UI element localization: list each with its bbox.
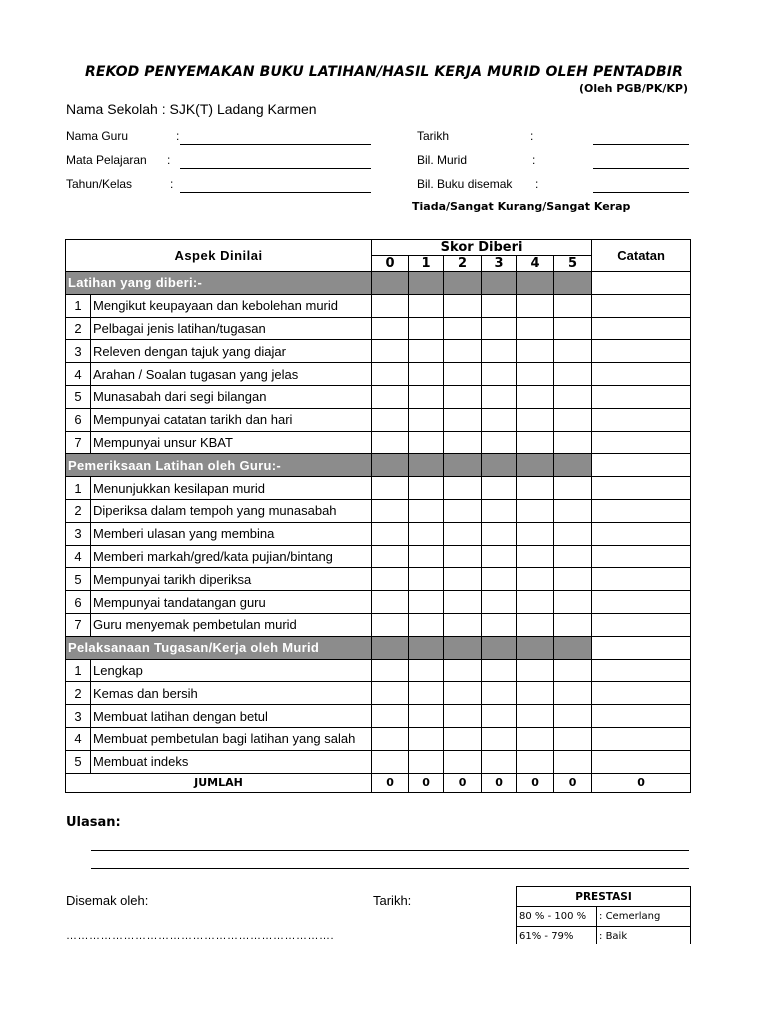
tarikh-field[interactable] (593, 144, 689, 145)
catatan-cell[interactable] (592, 385, 691, 408)
score-cell-0[interactable] (372, 568, 409, 591)
section-score-cell (482, 454, 517, 477)
score-cell-3[interactable] (482, 522, 517, 545)
score-cell-0[interactable] (372, 363, 409, 386)
total-score-3: 0 (482, 773, 517, 792)
score-cell-3[interactable] (482, 591, 517, 614)
catatan-cell[interactable] (592, 545, 691, 568)
section-catatan-cell (592, 636, 691, 659)
mata-pelajaran-field[interactable] (180, 168, 371, 169)
score-cell-2[interactable] (444, 545, 482, 568)
scale-note: Tiada/Sangat Kurang/Sangat Kerap (412, 200, 631, 213)
catatan-cell[interactable] (592, 591, 691, 614)
catatan-cell[interactable] (592, 408, 691, 431)
score-cell-5[interactable] (554, 727, 592, 750)
skor-header: Skor Diberi (372, 240, 592, 256)
prestasi-range: 80 % - 100 % (517, 907, 597, 927)
score-cell-2[interactable] (444, 705, 482, 728)
item-text: Mengikut keupayaan dan kebolehan murid (91, 294, 372, 317)
item-number: 2 (66, 682, 91, 705)
score-cell-3[interactable] (482, 477, 517, 500)
score-cell-0[interactable] (372, 431, 409, 454)
item-number: 2 (66, 317, 91, 340)
table-row (66, 294, 691, 317)
table-row (66, 613, 691, 636)
item-number: 7 (66, 613, 91, 636)
section-score-cell (409, 272, 444, 295)
score-cell-0[interactable] (372, 613, 409, 636)
score-cell-4[interactable] (517, 545, 554, 568)
score-cell-4[interactable] (517, 750, 554, 773)
section-catatan-cell (592, 454, 691, 477)
catatan-cell[interactable] (592, 363, 691, 386)
score-cell-1[interactable] (409, 499, 444, 522)
score-cell-4[interactable] (517, 568, 554, 591)
table-row (66, 727, 691, 750)
score-cell-0[interactable] (372, 727, 409, 750)
item-number: 5 (66, 568, 91, 591)
score-cell-1[interactable] (409, 591, 444, 614)
score-cell-3[interactable] (482, 545, 517, 568)
score-cell-1[interactable] (409, 727, 444, 750)
item-text: Kemas dan bersih (91, 682, 372, 705)
table-row (66, 545, 691, 568)
catatan-cell[interactable] (592, 499, 691, 522)
score-cell-2[interactable] (444, 363, 482, 386)
score-cell-2[interactable] (444, 682, 482, 705)
bil-buku-field[interactable] (593, 192, 689, 193)
catatan-cell[interactable] (592, 477, 691, 500)
catatan-cell[interactable] (592, 568, 691, 591)
section-score-cell (554, 272, 592, 295)
field-label-tahun-kelas: Tahun/Kelas (66, 177, 133, 191)
score-cell-0[interactable] (372, 317, 409, 340)
score-cell-1[interactable] (409, 408, 444, 431)
score-cell-3[interactable] (482, 385, 517, 408)
score-cell-4[interactable] (517, 499, 554, 522)
catatan-cell[interactable] (592, 659, 691, 682)
item-number: 3 (66, 340, 91, 363)
section-row (66, 454, 691, 477)
table-row (66, 522, 691, 545)
score-cell-5[interactable] (554, 705, 592, 728)
score-cell-5[interactable] (554, 522, 592, 545)
score-cell-5[interactable] (554, 477, 592, 500)
score-cell-5[interactable] (554, 317, 592, 340)
total-score-4: 0 (517, 773, 554, 792)
table-row (66, 317, 691, 340)
item-text: Guru menyemak pembetulan murid (91, 613, 372, 636)
item-number: 3 (66, 705, 91, 728)
score-cell-0[interactable] (372, 294, 409, 317)
score-cell-0[interactable] (372, 385, 409, 408)
section-title: Pelaksanaan Tugasan/Kerja oleh Murid (66, 636, 372, 659)
score-cell-1[interactable] (409, 750, 444, 773)
score-cell-4[interactable] (517, 613, 554, 636)
table-row (66, 340, 691, 363)
score-cell-5[interactable] (554, 431, 592, 454)
score-cell-1[interactable] (409, 431, 444, 454)
item-number: 1 (66, 659, 91, 682)
table-row (66, 568, 691, 591)
score-cell-2[interactable] (444, 294, 482, 317)
field-colon: : (176, 129, 180, 143)
catatan-cell[interactable] (592, 727, 691, 750)
item-number: 4 (66, 363, 91, 386)
tahun-kelas-field[interactable] (180, 192, 371, 193)
item-number: 7 (66, 431, 91, 454)
table-row (66, 431, 691, 454)
score-cell-0[interactable] (372, 545, 409, 568)
total-score-2: 0 (444, 773, 482, 792)
page-cut (0, 944, 768, 1024)
table-row (66, 477, 691, 500)
score-header-3: 3 (482, 256, 517, 272)
field-label-mata-pelajaran: Mata Pelajaran (66, 153, 147, 167)
score-cell-1[interactable] (409, 705, 444, 728)
prestasi-grade: : Baik (597, 927, 691, 947)
ulasan-line-2[interactable] (91, 868, 689, 869)
item-text: Mempunyai catatan tarikh dan hari (91, 408, 372, 431)
table-row (66, 499, 691, 522)
score-cell-2[interactable] (444, 591, 482, 614)
score-cell-5[interactable] (554, 545, 592, 568)
score-cell-4[interactable] (517, 340, 554, 363)
item-number: 3 (66, 522, 91, 545)
score-cell-5[interactable] (554, 499, 592, 522)
total-row (66, 773, 691, 792)
score-cell-3[interactable] (482, 705, 517, 728)
score-cell-2[interactable] (444, 431, 482, 454)
score-cell-3[interactable] (482, 499, 517, 522)
total-catatan: 0 (592, 773, 691, 792)
score-cell-5[interactable] (554, 363, 592, 386)
score-cell-2[interactable] (444, 568, 482, 591)
score-cell-1[interactable] (409, 385, 444, 408)
score-cell-4[interactable] (517, 431, 554, 454)
score-cell-1[interactable] (409, 522, 444, 545)
section-score-cell (482, 636, 517, 659)
field-colon: : (167, 153, 171, 167)
score-cell-4[interactable] (517, 408, 554, 431)
score-cell-2[interactable] (444, 408, 482, 431)
score-cell-0[interactable] (372, 682, 409, 705)
score-cell-5[interactable] (554, 385, 592, 408)
score-cell-1[interactable] (409, 477, 444, 500)
score-cell-3[interactable] (482, 682, 517, 705)
score-header-4: 4 (517, 256, 554, 272)
item-number: 4 (66, 727, 91, 750)
form-subtitle: (Oleh PGB/PK/KP) (579, 82, 688, 95)
score-cell-1[interactable] (409, 659, 444, 682)
score-header-5: 5 (554, 256, 592, 272)
item-text: Munasabah dari segi bilangan (91, 385, 372, 408)
score-cell-2[interactable] (444, 340, 482, 363)
item-text: Memberi ulasan yang membina (91, 522, 372, 545)
score-cell-4[interactable] (517, 317, 554, 340)
score-cell-2[interactable] (444, 613, 482, 636)
field-colon: : (532, 153, 536, 167)
item-number: 4 (66, 545, 91, 568)
item-number: 1 (66, 294, 91, 317)
item-text: Lengkap (91, 659, 372, 682)
score-cell-5[interactable] (554, 408, 592, 431)
score-cell-0[interactable] (372, 340, 409, 363)
item-number: 6 (66, 408, 91, 431)
section-score-cell (517, 636, 554, 659)
section-score-cell (372, 636, 409, 659)
section-score-cell (409, 454, 444, 477)
total-label: JUMLAH (66, 773, 372, 792)
score-cell-1[interactable] (409, 682, 444, 705)
score-cell-4[interactable] (517, 659, 554, 682)
item-number: 5 (66, 385, 91, 408)
score-cell-5[interactable] (554, 750, 592, 773)
catatan-cell[interactable] (592, 294, 691, 317)
item-text: Membuat pembetulan bagi latihan yang salah (91, 727, 372, 750)
score-cell-1[interactable] (409, 568, 444, 591)
field-colon: : (530, 129, 534, 143)
item-text: Pelbagai jenis latihan/tugasan (91, 317, 372, 340)
item-number: 6 (66, 591, 91, 614)
item-text: Mempunyai tandatangan guru (91, 591, 372, 614)
table-row (66, 408, 691, 431)
catatan-cell[interactable] (592, 340, 691, 363)
item-text: Menunjukkan kesilapan murid (91, 477, 372, 500)
score-cell-3[interactable] (482, 568, 517, 591)
ulasan-label: Ulasan: (66, 815, 121, 830)
section-score-cell (554, 636, 592, 659)
section-title: Latihan yang diberi:- (66, 272, 372, 295)
score-cell-3[interactable] (482, 317, 517, 340)
table-row (66, 750, 691, 773)
section-score-cell (444, 636, 482, 659)
section-score-cell (409, 636, 444, 659)
score-cell-5[interactable] (554, 613, 592, 636)
score-cell-1[interactable] (409, 363, 444, 386)
score-cell-1[interactable] (409, 613, 444, 636)
prestasi-title: PRESTASI (517, 887, 691, 907)
prestasi-range: 61% - 79% (517, 927, 597, 947)
catatan-cell[interactable] (592, 705, 691, 728)
score-cell-2[interactable] (444, 385, 482, 408)
item-text: Mempunyai tarikh diperiksa (91, 568, 372, 591)
score-cell-1[interactable] (409, 545, 444, 568)
total-score-5: 0 (554, 773, 592, 792)
section-score-cell (372, 454, 409, 477)
nama-guru-field[interactable] (180, 144, 371, 145)
school-name: Nama Sekolah : SJK(T) Ladang Karmen (66, 101, 317, 117)
score-cell-5[interactable] (554, 659, 592, 682)
table-row (66, 591, 691, 614)
tarikh-label: Tarikh: (373, 893, 412, 908)
score-cell-5[interactable] (554, 568, 592, 591)
section-row (66, 272, 691, 295)
score-cell-0[interactable] (372, 522, 409, 545)
score-cell-3[interactable] (482, 727, 517, 750)
score-cell-2[interactable] (444, 317, 482, 340)
item-text: Memberi markah/gred/kata pujian/bintang (91, 545, 372, 568)
table-row (66, 682, 691, 705)
score-cell-4[interactable] (517, 522, 554, 545)
section-score-cell (372, 272, 409, 295)
catatan-cell[interactable] (592, 431, 691, 454)
score-cell-3[interactable] (482, 294, 517, 317)
table-row (66, 705, 691, 728)
bil-murid-field[interactable] (593, 168, 689, 169)
section-catatan-cell (592, 272, 691, 295)
score-cell-3[interactable] (482, 340, 517, 363)
score-cell-0[interactable] (372, 477, 409, 500)
score-header-2: 2 (444, 256, 482, 272)
item-text: Arahan / Soalan tugasan yang jelas (91, 363, 372, 386)
section-score-cell (554, 454, 592, 477)
section-title: Pemeriksaan Latihan oleh Guru:- (66, 454, 372, 477)
item-text: Mempunyai unsur KBAT (91, 431, 372, 454)
total-score-1: 0 (409, 773, 444, 792)
catatan-cell[interactable] (592, 522, 691, 545)
table-row (66, 659, 691, 682)
score-cell-4[interactable] (517, 385, 554, 408)
score-cell-0[interactable] (372, 705, 409, 728)
item-text: Releven dengan tajuk yang diajar (91, 340, 372, 363)
aspek-header: Aspek Dinilai (66, 240, 372, 272)
table-row (66, 363, 691, 386)
item-number: 5 (66, 750, 91, 773)
score-cell-1[interactable] (409, 317, 444, 340)
item-text: Membuat latihan dengan betul (91, 705, 372, 728)
score-cell-5[interactable] (554, 340, 592, 363)
score-cell-3[interactable] (482, 613, 517, 636)
field-label-tarikh: Tarikh (417, 129, 450, 143)
score-cell-0[interactable] (372, 591, 409, 614)
score-cell-0[interactable] (372, 750, 409, 773)
score-cell-4[interactable] (517, 682, 554, 705)
catatan-cell[interactable] (592, 317, 691, 340)
score-cell-2[interactable] (444, 499, 482, 522)
score-cell-4[interactable] (517, 727, 554, 750)
section-score-cell (482, 272, 517, 295)
score-cell-3[interactable] (482, 431, 517, 454)
item-number: 1 (66, 477, 91, 500)
score-cell-0[interactable] (372, 408, 409, 431)
field-label-bil-murid: Bil. Murid (417, 153, 468, 167)
score-cell-0[interactable] (372, 499, 409, 522)
field-label-bil-buku: Bil. Buku disemak (417, 177, 513, 191)
score-cell-2[interactable] (444, 659, 482, 682)
catatan-cell[interactable] (592, 682, 691, 705)
section-score-cell (517, 272, 554, 295)
item-number: 2 (66, 499, 91, 522)
field-colon: : (535, 177, 539, 191)
item-text: Membuat indeks (91, 750, 372, 773)
score-cell-4[interactable] (517, 591, 554, 614)
disemak-label: Disemak oleh: (66, 893, 149, 908)
score-cell-3[interactable] (482, 659, 517, 682)
field-label-nama-guru: Nama Guru (66, 129, 129, 143)
prestasi-table (516, 886, 691, 947)
score-cell-5[interactable] (554, 294, 592, 317)
score-cell-5[interactable] (554, 591, 592, 614)
score-cell-2[interactable] (444, 522, 482, 545)
score-cell-2[interactable] (444, 727, 482, 750)
score-cell-4[interactable] (517, 705, 554, 728)
table-row (66, 385, 691, 408)
score-cell-1[interactable] (409, 340, 444, 363)
score-cell-3[interactable] (482, 363, 517, 386)
score-header-0: 0 (372, 256, 409, 272)
assessment-table (65, 239, 691, 793)
total-score-0: 0 (372, 773, 409, 792)
score-cell-3[interactable] (482, 408, 517, 431)
ulasan-line-1[interactable] (91, 850, 689, 851)
section-score-cell (517, 454, 554, 477)
signature-dots: ……………………………………………………………. (66, 930, 335, 942)
score-cell-4[interactable] (517, 477, 554, 500)
section-score-cell (444, 454, 482, 477)
item-text: Diperiksa dalam tempoh yang munasabah (91, 499, 372, 522)
catatan-header: Catatan (592, 240, 691, 272)
catatan-cell[interactable] (592, 750, 691, 773)
score-cell-3[interactable] (482, 750, 517, 773)
catatan-cell[interactable] (592, 613, 691, 636)
score-cell-4[interactable] (517, 363, 554, 386)
field-colon: : (170, 177, 174, 191)
section-row (66, 636, 691, 659)
score-cell-4[interactable] (517, 294, 554, 317)
form-title: REKOD PENYEMAKAN BUKU LATIHAN/HASIL KERJA MURID OLEH PENTADBIR (85, 64, 683, 80)
score-cell-2[interactable] (444, 477, 482, 500)
score-cell-1[interactable] (409, 294, 444, 317)
score-cell-2[interactable] (444, 750, 482, 773)
score-cell-0[interactable] (372, 659, 409, 682)
score-cell-5[interactable] (554, 682, 592, 705)
section-score-cell (444, 272, 482, 295)
prestasi-grade: : Cemerlang (597, 907, 691, 927)
score-header-1: 1 (409, 256, 444, 272)
